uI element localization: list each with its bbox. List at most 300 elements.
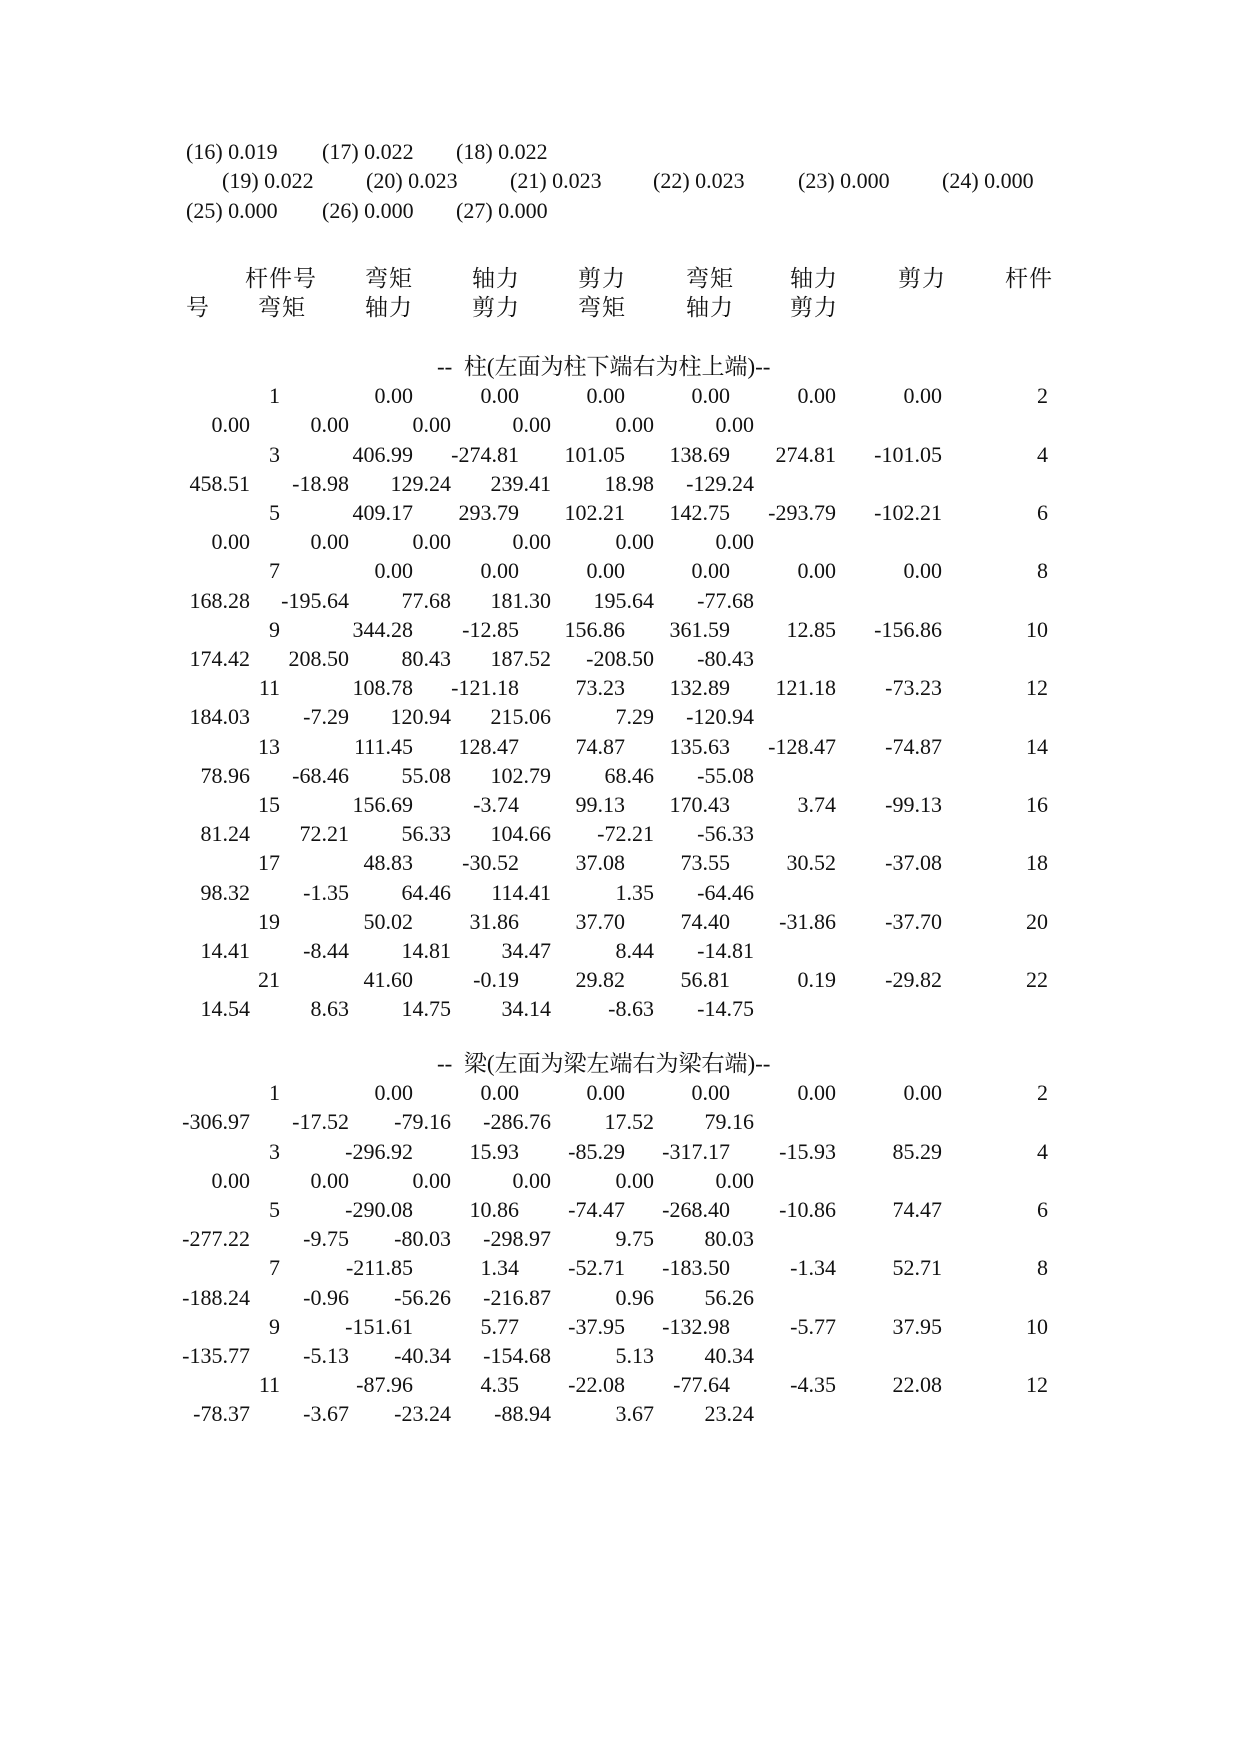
- coefficient-value: (26) 0.000: [322, 198, 414, 223]
- force-value: 77.68: [401, 587, 451, 613]
- member-row-second-line: [0, 410, 1241, 440]
- force-value: 0.00: [374, 383, 413, 409]
- member-number: 14: [1026, 733, 1048, 759]
- force-value: -18.98: [292, 470, 349, 496]
- force-value: 1.35: [615, 879, 654, 905]
- force-value: 34.14: [501, 996, 551, 1022]
- force-value: -274.81: [451, 441, 519, 467]
- force-value: 361.59: [669, 616, 730, 642]
- force-value: -129.24: [686, 470, 754, 496]
- force-value: -216.87: [483, 1284, 551, 1310]
- member-row-first-line: [0, 381, 1241, 411]
- member-number: 10: [1026, 1313, 1048, 1339]
- force-value: -29.82: [885, 967, 942, 993]
- force-value: 156.69: [352, 792, 413, 817]
- force-value: -8.63: [608, 996, 654, 1022]
- force-value: 0.00: [691, 1080, 730, 1106]
- force-value: -68.46: [292, 762, 349, 788]
- member-number: 3: [269, 441, 280, 467]
- force-value: -120.94: [686, 704, 754, 730]
- beams-section-title: [0, 1049, 1241, 1079]
- member-row-second-line: [0, 702, 1241, 732]
- force-value: 0.00: [211, 412, 250, 438]
- member-row-first-line: [0, 848, 1241, 878]
- member-row-second-line: [0, 936, 1241, 966]
- member-row-second-line: [0, 1283, 1241, 1313]
- force-value: 56.33: [401, 821, 451, 847]
- member-number: 6: [1037, 1197, 1048, 1222]
- member-number: 10: [1026, 616, 1048, 642]
- section-title: -- 梁(左面为梁左端右为梁右端)--: [437, 1051, 771, 1076]
- member-number: 12: [1026, 675, 1048, 701]
- force-value: 132.89: [669, 675, 730, 701]
- coefficient-value: (27) 0.000: [456, 198, 548, 223]
- force-value: 81.24: [200, 821, 250, 847]
- member-number: 20: [1026, 908, 1048, 934]
- force-value: 0.00: [615, 412, 654, 438]
- column-header: 剪力: [898, 266, 946, 291]
- force-value: -74.87: [885, 733, 942, 759]
- member-row-first-line: [0, 440, 1241, 470]
- member-number: 3: [269, 1138, 280, 1164]
- member-row-first-line: [0, 732, 1241, 762]
- force-value: 0.00: [512, 529, 551, 555]
- force-value: -286.76: [483, 1109, 551, 1135]
- force-value: 3.67: [615, 1401, 654, 1427]
- force-value: -85.29: [568, 1138, 625, 1164]
- member-number: 21: [258, 967, 280, 993]
- coefficient-value: (18) 0.022: [456, 139, 548, 164]
- force-value: -4.35: [790, 1372, 836, 1398]
- force-value: 14.54: [200, 996, 250, 1022]
- force-value: 409.17: [352, 500, 413, 525]
- force-value: 64.46: [401, 879, 451, 905]
- force-value: -14.81: [697, 938, 754, 963]
- force-value: 18.98: [604, 470, 654, 496]
- force-value: 55.08: [401, 762, 451, 788]
- force-value: -128.47: [768, 733, 836, 759]
- force-value: 184.03: [189, 704, 250, 730]
- coefficient-value: (23) 0.000: [798, 168, 890, 193]
- force-value: -17.52: [292, 1109, 349, 1135]
- force-value: 0.00: [310, 529, 349, 555]
- coefficient-line: [0, 166, 1241, 196]
- force-value: 14.81: [401, 938, 451, 963]
- member-number: 9: [269, 1313, 280, 1339]
- table-header-line-1: [0, 264, 1241, 294]
- force-value: 0.00: [715, 412, 754, 438]
- force-value: 0.19: [797, 967, 836, 993]
- force-value: 73.55: [680, 850, 730, 876]
- force-value: -151.61: [345, 1313, 413, 1339]
- force-value: -56.33: [697, 821, 754, 847]
- force-value: 50.02: [363, 908, 413, 934]
- force-value: 80.03: [704, 1226, 754, 1252]
- force-value: -79.16: [394, 1109, 451, 1135]
- force-value: 74.47: [892, 1197, 942, 1222]
- force-value: -78.37: [193, 1401, 250, 1427]
- force-value: -208.50: [586, 646, 654, 671]
- coefficient-value: (21) 0.023: [510, 168, 602, 193]
- force-value: 174.42: [189, 646, 250, 671]
- force-value: 0.00: [512, 412, 551, 438]
- force-value: 0.00: [797, 1080, 836, 1106]
- force-value: 181.30: [490, 587, 551, 613]
- force-value: 74.40: [680, 908, 730, 934]
- force-value: -7.29: [303, 704, 349, 730]
- force-value: 215.06: [490, 704, 551, 730]
- table-header-line-2: [0, 293, 1241, 323]
- force-value: 12.85: [786, 616, 836, 642]
- member-number: 8: [1037, 1255, 1048, 1281]
- force-value: -37.08: [885, 850, 942, 876]
- column-header: 剪力: [472, 295, 520, 320]
- member-row-second-line: [0, 1341, 1241, 1371]
- member-row-second-line: [0, 994, 1241, 1024]
- member-row-second-line: [0, 761, 1241, 791]
- member-row-first-line: [0, 556, 1241, 586]
- force-value: -72.21: [597, 821, 654, 847]
- force-value: 0.00: [310, 1167, 349, 1193]
- force-value: 98.32: [200, 879, 250, 905]
- force-value: 5.13: [615, 1343, 654, 1368]
- force-value: 1.34: [480, 1255, 519, 1281]
- force-value: 195.64: [593, 587, 654, 613]
- force-value: -3.67: [303, 1401, 349, 1427]
- force-value: 79.16: [704, 1109, 754, 1135]
- coefficient-value: (19) 0.022: [222, 168, 314, 193]
- member-row-second-line: [0, 1166, 1241, 1196]
- force-value: -31.86: [779, 908, 836, 934]
- force-value: 0.00: [586, 383, 625, 409]
- force-value: 78.96: [200, 762, 250, 788]
- member-row-first-line: [0, 1137, 1241, 1167]
- force-value: -8.44: [303, 938, 349, 963]
- force-value: -22.08: [568, 1372, 625, 1398]
- force-value: 9.75: [615, 1226, 654, 1252]
- member-number: 11: [258, 1372, 280, 1398]
- force-value: 101.05: [564, 441, 625, 467]
- force-value: -55.08: [697, 762, 754, 788]
- force-value: 142.75: [669, 500, 730, 525]
- force-value: -77.68: [697, 587, 754, 613]
- member-row-second-line: [0, 586, 1241, 616]
- force-value: 0.00: [615, 529, 654, 555]
- force-value: -14.75: [697, 996, 754, 1022]
- force-value: 56.81: [680, 967, 730, 993]
- force-value: 293.79: [458, 500, 519, 525]
- coefficient-value: (22) 0.023: [653, 168, 745, 193]
- force-value: 22.08: [892, 1372, 942, 1398]
- force-value: 7.29: [615, 704, 654, 730]
- column-header: 轴力: [472, 266, 520, 291]
- coefficient-value: (17) 0.022: [322, 139, 414, 164]
- force-value: 8.63: [310, 996, 349, 1022]
- force-value: -80.43: [697, 646, 754, 671]
- force-value: -77.64: [673, 1372, 730, 1398]
- member-number: 16: [1026, 792, 1048, 817]
- force-value: 102.21: [564, 500, 625, 525]
- force-value: 0.00: [691, 558, 730, 584]
- force-value: 29.82: [575, 967, 625, 993]
- force-value: -23.24: [394, 1401, 451, 1427]
- force-value: 73.23: [575, 675, 625, 701]
- force-value: 187.52: [490, 646, 551, 671]
- member-row-first-line: [0, 965, 1241, 995]
- force-value: -211.85: [345, 1255, 413, 1281]
- force-value: -37.70: [885, 908, 942, 934]
- force-value: 40.34: [704, 1343, 754, 1368]
- force-value: 17.52: [604, 1109, 654, 1135]
- force-value: 208.50: [288, 646, 349, 671]
- force-value: 114.41: [491, 879, 551, 905]
- force-value: -156.86: [874, 616, 942, 642]
- force-value: 0.00: [586, 1080, 625, 1106]
- force-value: 128.47: [458, 733, 519, 759]
- force-value: 120.94: [390, 704, 451, 730]
- force-value: -296.92: [345, 1138, 413, 1164]
- force-value: -88.94: [494, 1401, 551, 1427]
- force-value: -293.79: [768, 500, 836, 525]
- force-value: -30.52: [462, 850, 519, 876]
- column-header: 杆件: [1005, 266, 1053, 291]
- force-value: 135.63: [669, 733, 730, 759]
- member-number: 17: [258, 850, 280, 876]
- force-value: 0.00: [797, 558, 836, 584]
- force-value: 56.26: [704, 1284, 754, 1310]
- column-header: 轴力: [686, 295, 734, 320]
- force-value: 0.96: [615, 1284, 654, 1310]
- member-row-first-line: [0, 907, 1241, 937]
- force-value: 72.21: [299, 821, 349, 847]
- column-header: 弯矩: [365, 266, 413, 291]
- column-header: 弯矩: [258, 295, 306, 320]
- member-number: 8: [1037, 558, 1048, 584]
- force-value: -87.96: [356, 1372, 413, 1398]
- column-header: 剪力: [790, 295, 838, 320]
- member-row-first-line: [0, 1078, 1241, 1108]
- force-value: 68.46: [604, 762, 654, 788]
- force-value: -1.34: [790, 1255, 836, 1281]
- force-value: -15.93: [779, 1138, 836, 1164]
- force-value: 5.77: [480, 1313, 519, 1339]
- force-value: -9.75: [303, 1226, 349, 1252]
- member-number: 5: [269, 500, 280, 525]
- force-value: -195.64: [281, 587, 349, 613]
- force-value: 170.43: [669, 792, 730, 817]
- force-value: 274.81: [775, 441, 836, 467]
- coefficient-line: [0, 137, 1241, 167]
- column-header: 轴力: [365, 295, 413, 320]
- member-row-second-line: [0, 1107, 1241, 1137]
- force-value: -5.13: [303, 1343, 349, 1368]
- coefficient-line: [0, 196, 1241, 226]
- force-value: 0.00: [615, 1167, 654, 1193]
- member-number: 22: [1026, 967, 1048, 993]
- force-value: 111.45: [354, 733, 413, 759]
- member-number: 7: [269, 1255, 280, 1281]
- force-value: -101.05: [874, 441, 942, 467]
- force-value: 14.41: [200, 938, 250, 963]
- force-value: -1.35: [303, 879, 349, 905]
- force-value: -132.98: [662, 1313, 730, 1339]
- force-value: 23.24: [704, 1401, 754, 1427]
- force-value: 0.00: [412, 1167, 451, 1193]
- force-value: -188.24: [182, 1284, 250, 1310]
- member-number: 13: [258, 733, 280, 759]
- force-value: -37.95: [568, 1313, 625, 1339]
- member-number: 11: [258, 675, 280, 701]
- force-value: -268.40: [662, 1197, 730, 1222]
- member-row-first-line: [0, 1195, 1241, 1225]
- coefficient-value: (16) 0.019: [186, 139, 278, 164]
- force-value: -298.97: [483, 1226, 551, 1252]
- force-value: 4.35: [480, 1372, 519, 1398]
- force-value: 156.86: [564, 616, 625, 642]
- force-value: -183.50: [662, 1255, 730, 1281]
- coefficient-value: (25) 0.000: [186, 198, 278, 223]
- member-row-second-line: [0, 1224, 1241, 1254]
- force-value: -64.46: [697, 879, 754, 905]
- member-row-second-line: [0, 819, 1241, 849]
- force-value: 344.28: [352, 616, 413, 642]
- force-value: -56.26: [394, 1284, 451, 1310]
- force-value: 80.43: [401, 646, 451, 671]
- column-header: 号: [186, 295, 210, 320]
- force-value: -290.08: [345, 1197, 413, 1222]
- member-number: 1: [269, 1080, 280, 1106]
- column-header: 轴力: [790, 266, 838, 291]
- force-value: 74.87: [575, 733, 625, 759]
- force-value: 41.60: [363, 967, 413, 993]
- force-value: 37.70: [575, 908, 625, 934]
- member-number: 4: [1037, 1138, 1048, 1164]
- force-value: -121.18: [451, 675, 519, 701]
- member-number: 4: [1037, 441, 1048, 467]
- force-value: 458.51: [189, 470, 250, 496]
- force-value: 85.29: [892, 1138, 942, 1164]
- force-value: 0.00: [715, 1167, 754, 1193]
- member-row-second-line: [0, 878, 1241, 908]
- force-value: -0.19: [473, 967, 519, 993]
- member-number: 18: [1026, 850, 1048, 876]
- column-header: 杆件号: [245, 266, 317, 291]
- force-value: 0.00: [374, 1080, 413, 1106]
- force-value: 406.99: [352, 441, 413, 467]
- force-value: -277.22: [182, 1226, 250, 1252]
- column-header: 剪力: [578, 266, 626, 291]
- force-value: 0.00: [374, 558, 413, 584]
- member-row-second-line: [0, 469, 1241, 499]
- force-value: 104.66: [490, 821, 551, 847]
- force-value: -10.86: [779, 1197, 836, 1222]
- columns-section-title: [0, 352, 1241, 382]
- force-value: 0.00: [903, 558, 942, 584]
- force-value: -102.21: [874, 500, 942, 525]
- member-number: 19: [258, 908, 280, 934]
- force-value: -99.13: [885, 792, 942, 817]
- force-value: -306.97: [182, 1109, 250, 1135]
- member-number: 15: [258, 792, 280, 817]
- force-value: 168.28: [189, 587, 250, 613]
- member-number: 2: [1037, 383, 1048, 409]
- force-value: 108.78: [352, 675, 413, 701]
- coefficient-value: (20) 0.023: [366, 168, 458, 193]
- member-row-second-line: [0, 644, 1241, 674]
- force-value: -317.17: [662, 1138, 730, 1164]
- force-value: 31.86: [469, 908, 519, 934]
- force-value: -52.71: [568, 1255, 625, 1281]
- force-value: 37.95: [892, 1313, 942, 1339]
- force-value: 0.00: [412, 529, 451, 555]
- force-value: 34.47: [501, 938, 551, 963]
- force-value: 0.00: [310, 412, 349, 438]
- force-value: -154.68: [483, 1343, 551, 1368]
- force-value: -80.03: [394, 1226, 451, 1252]
- force-value: 0.00: [480, 383, 519, 409]
- force-value: -0.96: [303, 1284, 349, 1310]
- member-row-first-line: [0, 498, 1241, 528]
- force-value: -73.23: [885, 675, 942, 701]
- force-value: 0.00: [797, 383, 836, 409]
- force-value: 0.00: [480, 558, 519, 584]
- member-row-first-line: [0, 1253, 1241, 1283]
- force-value: 0.00: [480, 1080, 519, 1106]
- force-value: 15.93: [469, 1138, 519, 1164]
- force-value: -40.34: [394, 1343, 451, 1368]
- column-header: 弯矩: [686, 266, 734, 291]
- force-value: 129.24: [390, 470, 451, 496]
- force-value: 14.75: [401, 996, 451, 1022]
- force-value: 0.00: [211, 529, 250, 555]
- force-value: 0.00: [903, 1080, 942, 1106]
- force-value: 99.13: [575, 792, 625, 817]
- member-number: 5: [269, 1197, 280, 1222]
- force-value: 0.00: [586, 558, 625, 584]
- force-value: 10.86: [469, 1197, 519, 1222]
- member-number: 2: [1037, 1080, 1048, 1106]
- force-value: 37.08: [575, 850, 625, 876]
- force-value: 0.00: [211, 1167, 250, 1193]
- force-value: 138.69: [669, 441, 730, 467]
- force-value: -3.74: [473, 792, 519, 817]
- member-row-first-line: [0, 1370, 1241, 1400]
- member-number: 6: [1037, 500, 1048, 525]
- section-title: -- 柱(左面为柱下端右为柱上端)--: [437, 354, 771, 379]
- column-header: 弯矩: [578, 295, 626, 320]
- member-number: 1: [269, 383, 280, 409]
- force-value: -5.77: [790, 1313, 836, 1339]
- member-row-second-line: [0, 1399, 1241, 1429]
- force-value: 0.00: [903, 383, 942, 409]
- force-value: -12.85: [462, 616, 519, 642]
- force-value: 52.71: [892, 1255, 942, 1281]
- force-value: 121.18: [775, 675, 836, 701]
- force-value: 0.00: [512, 1167, 551, 1193]
- force-value: 30.52: [786, 850, 836, 876]
- member-row-first-line: [0, 615, 1241, 645]
- member-number: 7: [269, 558, 280, 584]
- force-value: 0.00: [691, 383, 730, 409]
- force-value: 48.83: [363, 850, 413, 876]
- force-value: 3.74: [797, 792, 836, 817]
- member-number: 9: [269, 616, 280, 642]
- force-value: 8.44: [615, 938, 654, 963]
- member-row-first-line: [0, 790, 1241, 820]
- member-row-second-line: [0, 527, 1241, 557]
- member-row-first-line: [0, 673, 1241, 703]
- member-number: 12: [1026, 1372, 1048, 1398]
